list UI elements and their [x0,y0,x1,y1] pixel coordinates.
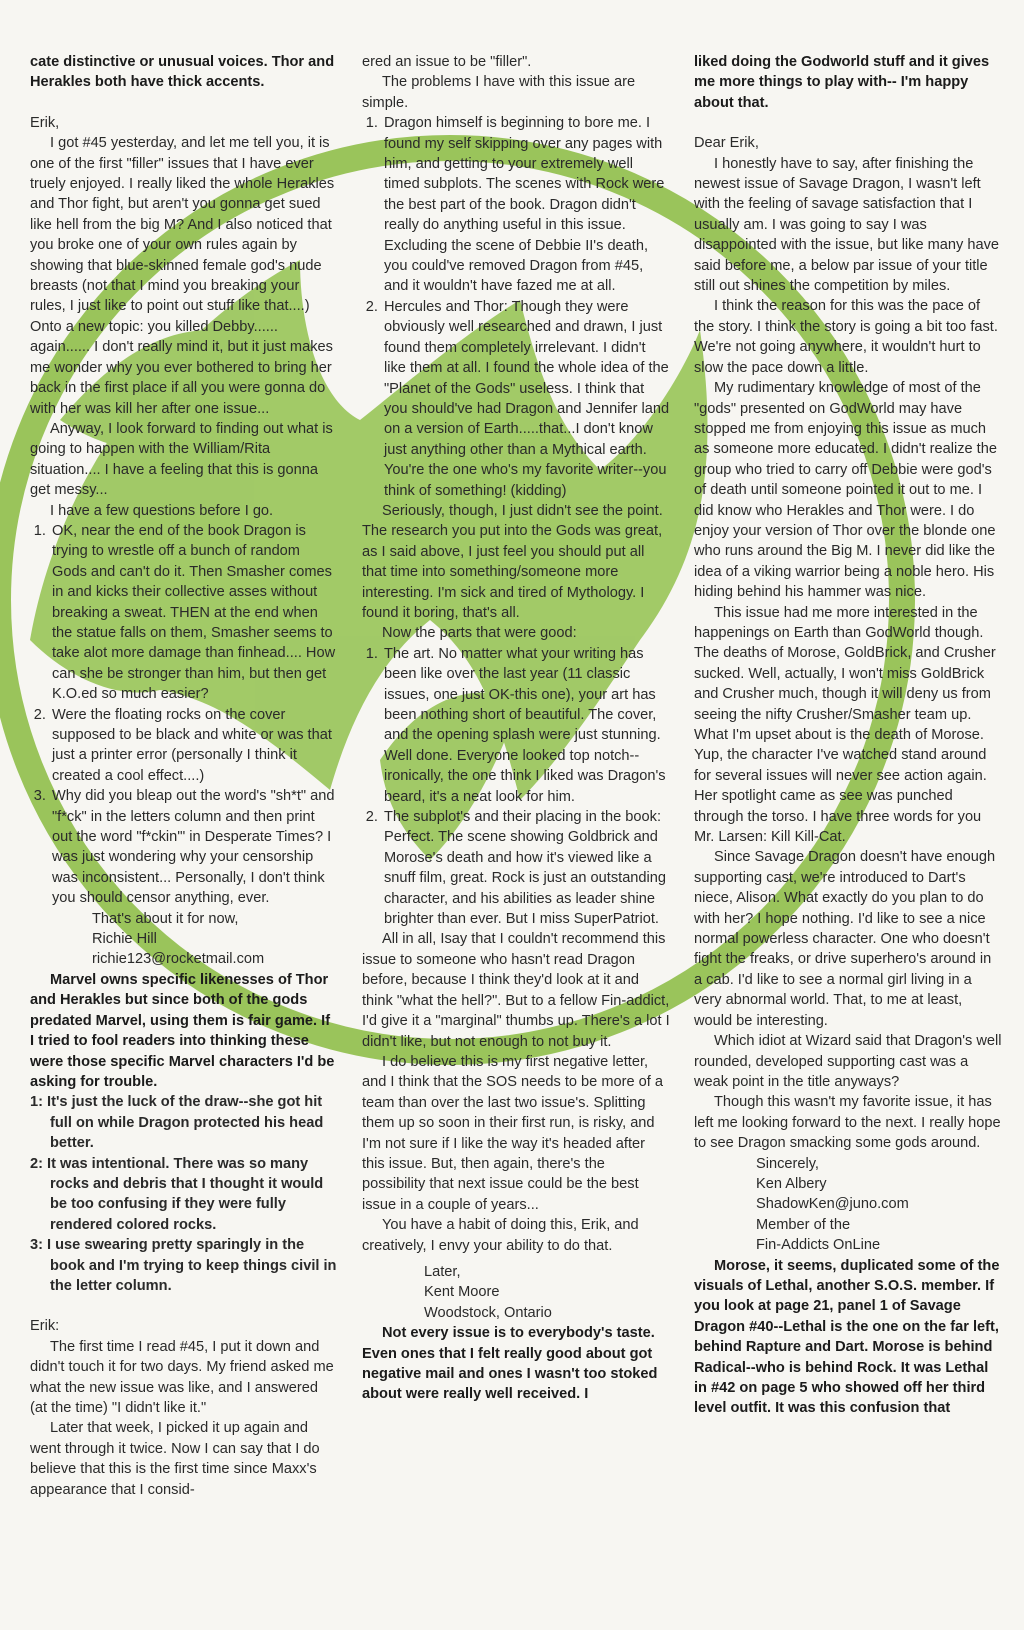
signoff: That's about it for now, [92,910,239,927]
column-right [694,52,1002,1622]
letter-paragraph: Now the parts that were good: [382,625,577,642]
author-email: richie123@rocketmail.com [92,951,265,968]
letter-paragraph: Seriously, though, I just didn't see the point. The research you put into the Gods was great, as I said above, I just feel you should put all that time into something/someone more interesting. I'm sick and tired of Mythology. I found it boring, that's all. [362,502,663,621]
letter-paragraph: I honestly have to say, after finishing the newest issue of Savage Dragon, I wasn't left with the feeling of savage satisfaction that I usually am. I was going to say I was disappointed with the issue, but like many have said before me, a below par issue of your title still out shines the competition by miles. [694,155,1000,295]
author-name: Ken Albery [756,1175,827,1192]
letter-signature [694,1154,1002,1256]
letter-paragraph: I think the reason for this was the pace of the story. I think the story is going a bit too fast. We're not going anywhere, it wouldn't hurt to slow the pace down a little. [694,298,998,376]
editor-reply: Marvel owns specific likenesses of Thor and Herakles but since both of the gods predated Marvel, using them is fair game. If I tried to fool readers into thinking these were those specific Marvel characters I'd be asking for trouble. [30,971,335,1090]
letter-salutation: Erik: [30,1318,60,1335]
question-list [30,521,338,909]
column-middle [362,52,670,1622]
author-affiliation: Member of the [756,1216,851,1233]
letter-paragraph: I do believe this is my first negative letter, and I think that the SOS needs to be more of a team than over the last two issue's. Splitting them up so soon in their first run, is risky, and I'm not sure if I like the way it's headed after this issue. But, then again, there's the possibility that next issue could be the best issue in a couple of years... [362,1053,663,1213]
signoff: Sincerely, [756,1155,819,1172]
problem-list [362,113,670,501]
letter-paragraph: I have a few questions before I go. [50,502,274,519]
author-name: Kent Moore [424,1284,500,1301]
letter-salutation: Erik, [30,114,60,131]
editor-reply: Morose, it seems, duplicated some of the visuals of Lethal, another S.O.S. member. If you look at page 21, panel 1 of Savage Dragon #40--Lethal is the one on the far left, behind Rapture and Dart. Morose is behind Radical--who is behind Rock. It was Lethal in #42 on page 5 who showed off her third level outfit. It was this confusion that [694,1257,1000,1417]
list-item: 3: I use swearing pretty sparingly in the book and I'm trying to keep things civil in the letter column. [30,1237,337,1294]
author-location: Woodstock, Ontario [424,1304,552,1321]
author-email: ShadowKen@juno.com [756,1196,909,1213]
list-item: 1. The art. No matter what your writing has been like over the last year (11 classic issues, one just OK-this one), your art has been nothing short of beautiful. The cover, and the opening splash were just stunning. Well done. Everyone looked top notch--ironically, the one think I liked was Dragon's beard, it's a neat look for him. [382,644,670,807]
author-name: Richie Hill [92,931,157,948]
letter-paragraph: Though this wasn't my favorite issue, it has left me looking forward to the next. I really hope to see Dragon smacking some gods around. [694,1094,1001,1152]
letter-paragraph: The first time I read #45, I put it down and didn't touch it for two days. My friend asked me what the new issue was like, and I answered (at the time) "I didn't like it." [30,1338,334,1416]
column-left [30,52,338,1622]
letter-salutation: Dear Erik, [694,135,759,152]
editor-note: liked doing the Godworld stuff and it gives me more things to play with-- I'm happy about that. [694,54,990,111]
letter-paragraph: Later that week, I picked it up again and went through it twice. Now I can say that I do believe that this is the first time since Maxx's appearance that I consid- [30,1420,320,1498]
good-parts-list [362,644,670,930]
list-item: 1. Dragon himself is beginning to bore me. I found my self skipping over any pages with him, and getting to your extremely well timed subplots. The scenes with Rock were the best part of the book. Dragon didn't really do anything useful in this issue. Excluding the scene of Debbie II's death, you could've removed Dragon from #45, and it wouldn't have fazed me at all. [382,113,670,297]
editor-reply: Not every issue is to everybody's taste. Even ones that I felt really good about got negative mail and ones I wasn't too stoked about were really well received. I [362,1325,658,1403]
list-item: 1. OK, near the end of the book Dragon is trying to wrestle off a bunch of random Gods and can't do it. Then Smasher comes in and kicks their collective asses without breaking a sweat. THEN at the end when the statue falls on them, Smasher seems to take alot more damage than finhead.... How can she be stronger than him, but then get K.O.ed so much easier? [50,521,338,705]
letter-paragraph: Which idiot at Wizard said that Dragon's well rounded, developed supporting cast was a weak point in the title anyways? [694,1033,1002,1090]
letter-paragraph: The problems I have with this issue are simple. [362,74,636,111]
list-item: 2. The subplot's and their placing in the book: Perfect. The scene showing Goldbrick and Morose's death and how it's viewed like a snuff film, great. Rock is just an outstanding character, and his abilities as leader shine brighter than ever. But I miss SuperPatriot. [382,807,670,929]
editor-answers [30,1092,338,1296]
letter-paragraph: Since Savage Dragon doesn't have enough supporting cast, we're introduced to Dart's niece, Alison. What exactly do you plan to do with her? I hope nothing. I'd like to see a nice normal powerless character. One who doesn't fight the freaks, or drive superhero's around in a cab. I'd like to see a normal girl living in a very abnormal world. That, to me at least, would be interesting. [694,849,996,1029]
list-item: 2: It was intentional. There was so many rocks and debris that I thought it would be too confusing if they were fully rendered colored rocks. [30,1155,324,1233]
letter-paragraph: My rudimentary knowledge of most of the "gods" presented on GodWorld may have stopped me from enjoying this issue as much as someone more educated. I didn't realize the group who tried to carry off Debbie were god's of death until someone pointed it out to me. I did know who Herakles and Thor were. I do enjoy your version of Thor over the blonde one who runs around the Big M. I never did like the idea of a viking warrior being a noble hero. His hiding behind his hammer was nice. [694,380,997,601]
letter-paragraph: You have a habit of doing this, Erik, and creatively, I envy your ability to do that. [362,1217,639,1254]
letter-paragraph: I got #45 yesterday, and let me tell you, it is one of the first "filler" issues that I have ever truely enjoyed. I really liked the whole Herakles and Thor fight, but aren't you gonna get sued like hell from the big M? And I also noticed that you broke one of your own rules again by showing that blue-skinned female god's nude breasts (not that I mind you breaking your rules, I just like to point out stuff like that....) Onto a new topic: you killed Debby...... again...... I don't really mind it, but it just makes me wonder why you ever bothered to bring her back in the first place if all you were gonna do with her was kill her after one issue... [30,135,335,417]
letter-paragraph: Anyway, I look forward to finding out what is going to happen with the William/Rita situation.... I have a feeling that this is gonna get messy... [30,420,333,499]
letter-paragraph: ered an issue to be "filler". [362,54,532,70]
list-item: 2. Hercules and Thor: Though they were obviously well researched and drawn, I just found them completely irrelevant. I didn't like them at all. I found the whole idea of the "Planet of the Gods" useless. I think that you should've had Dragon and Jennifer land on a version of Earth.....that...I don't know just anything other than a Mythical earth. You're the one who's my favorite writer--you think of something! (kidding) [382,297,670,501]
list-item: 1: It's just the luck of the draw--she got hit full on while Dragon protected his head better. [30,1094,324,1152]
letter-paragraph: All in all, Isay that I couldn't recommend this issue to someone who hasn't read Dragon before, because I think they'd look at it and think "what the hell?". But to a fellow Fin-addict, I'd give it a "marginal" thumbs up. There's a lot I didn't like, but not enough to not buy it. [362,931,670,1050]
letter-signature [30,909,338,970]
editor-note: cate distinctive or unusual voices. Thor and Herakles both have thick accents. [30,54,335,91]
author-affiliation: Fin-Addicts OnLine [756,1237,881,1254]
letter-paragraph: This issue had me more interested in the happenings on Earth than GodWorld though. The deaths of Morose, GoldBrick, and Crusher sucked. Well, actually, I won't miss GoldBrick and Crusher much, though it will deny us from seeing the nifty Crusher/Smasher team up. What I'm upset about is the death of Morose. Yup, the character I've watched stand around for several issues will never see action again. Her spotlight came as see was punched through the torso. I have three words for you Mr. Larsen: Kill Kill-Cat. [694,604,996,846]
list-item: 2. Were the floating rocks on the cover supposed to be black and white or was that just a printer error (personally I think it created a cool effect....) [50,705,338,787]
signoff: Later, [424,1263,461,1280]
letter-signature [362,1262,670,1323]
list-item: 3. Why did you bleap out the word's "sh*t" and "f*ck" in the letters column and then print out the word "f*ckin'" in Desperate Times? I was just wondering why your censorship was inconsistent... Personally, I don't think you should censor anything, ever. [50,786,338,908]
